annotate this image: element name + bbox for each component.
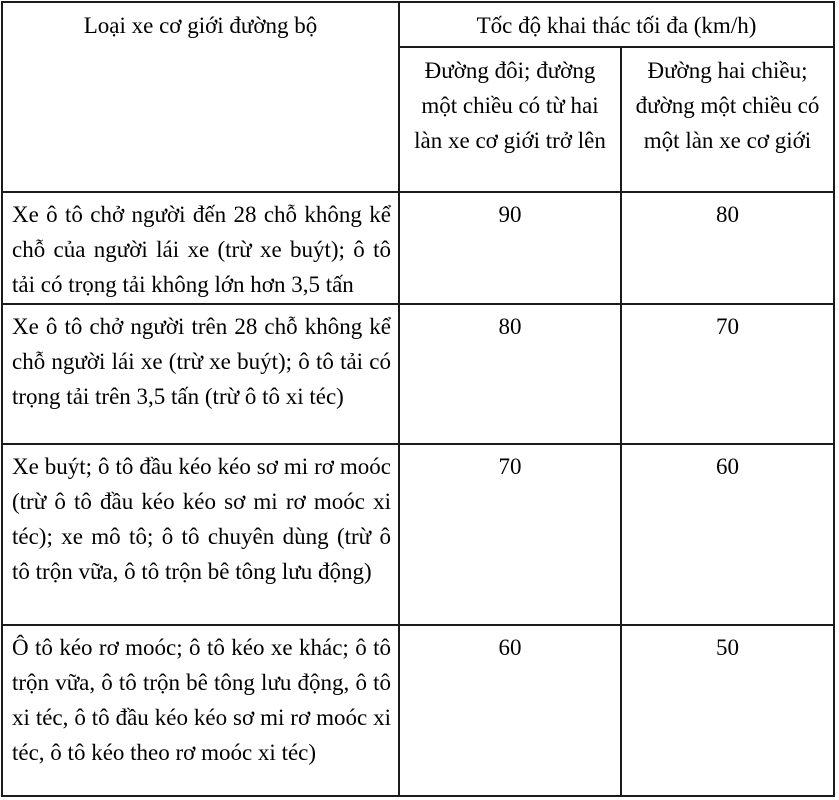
speed-value-two-way: 60 xyxy=(621,444,834,625)
speed-value-two-way: 70 xyxy=(621,304,834,444)
speed-value-two-way: 50 xyxy=(621,625,834,796)
speed-value-dual: 60 xyxy=(399,625,621,796)
speed-value-dual: 70 xyxy=(399,444,621,625)
header-two-way-road: Đường hai chiều; đường một chiều có một làn xe cơ giới xyxy=(621,47,834,192)
header-dual-carriageway: Đường đôi; đường một chiều có từ hai làn xe cơ giới trở lên xyxy=(399,47,621,192)
header-max-speed-group: Tốc độ khai thác tối đa (km/h) xyxy=(399,2,834,47)
table-row xyxy=(2,625,834,796)
vehicle-description: Xe ô tô chở người đến 28 chỗ không kể chỗ của người lái xe (trừ xe buýt); ô tô tải có trọng tải không lớn hơn 3,5 tấn xyxy=(2,192,399,304)
speed-value-dual: 80 xyxy=(399,304,621,444)
speed-value-two-way: 80 xyxy=(621,192,834,304)
table-row xyxy=(2,304,834,444)
table-row xyxy=(2,444,834,625)
header-vehicle-type: Loại xe cơ giới đường bộ xyxy=(2,2,399,192)
table-row xyxy=(2,192,834,304)
header-row-top xyxy=(2,2,834,47)
vehicle-description: Ô tô kéo rơ moóc; ô tô kéo xe khác; ô tô trộn vữa, ô tô trộn bê tông lưu động, ô tô xi téc, ô tô đầu kéo kéo sơ mi rơ moóc xi téc, ô tô kéo theo rơ moóc xi téc) xyxy=(2,625,399,796)
speed-value-dual: 90 xyxy=(399,192,621,304)
vehicle-description: Xe ô tô chở người trên 28 chỗ không kể chỗ người lái xe (trừ xe buýt); ô tô tải có trọng tải trên 3,5 tấn (trừ ô tô xi téc) xyxy=(2,304,399,444)
speed-limit-table xyxy=(1,1,835,797)
vehicle-description: Xe buýt; ô tô đầu kéo kéo sơ mi rơ moóc (trừ ô tô đầu kéo kéo sơ mi rơ moóc xi téc); xe mô tô; ô tô chuyên dùng (trừ ô tô trộn vữa, ô tô trộn bê tông lưu động) xyxy=(2,444,399,625)
